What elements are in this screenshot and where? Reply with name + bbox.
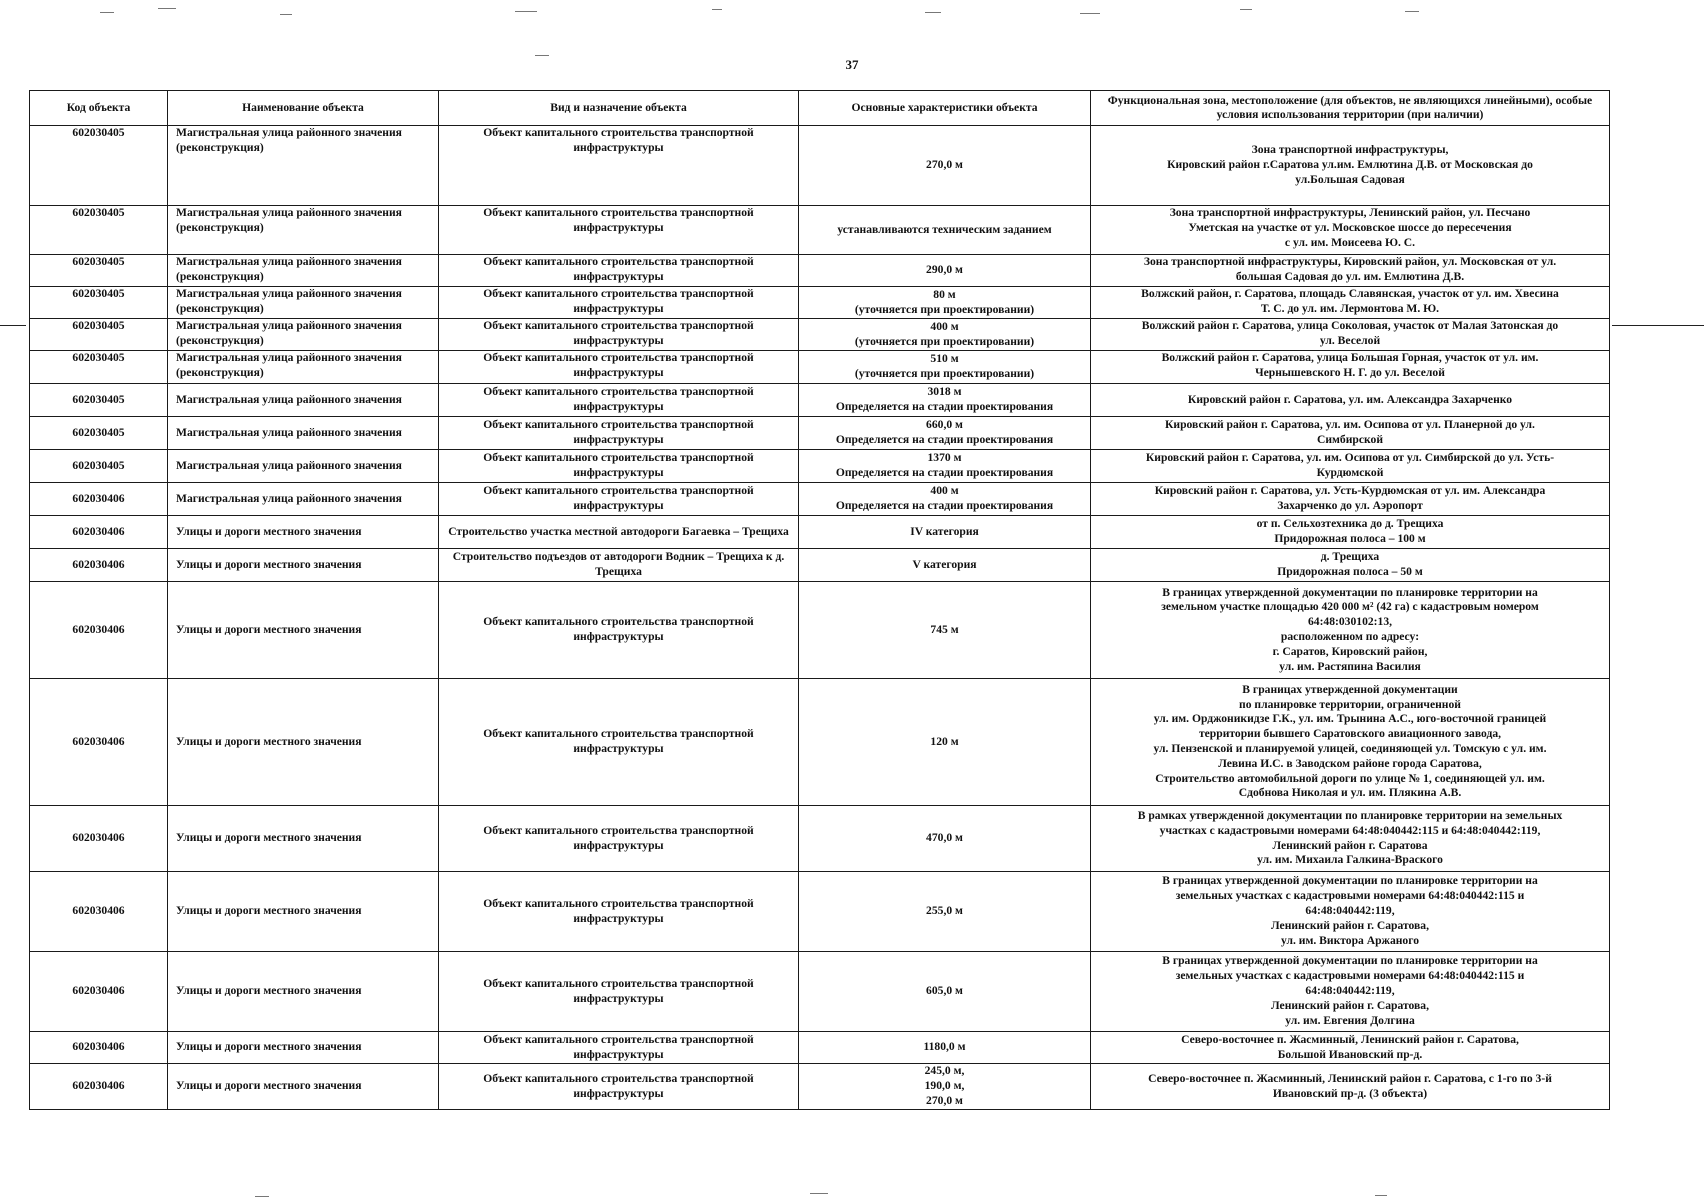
characteristics-line: 400 м xyxy=(930,484,959,498)
zone-line: д. Трещиха xyxy=(1320,550,1380,564)
object-code-cell: 602030406 xyxy=(30,952,168,1032)
object-characteristics-cell xyxy=(799,1064,1091,1110)
object-name-cell: Улицы и дороги местного значения xyxy=(168,549,439,582)
zone-line: Ивановский пр-д. (3 объекта) xyxy=(1272,1086,1428,1100)
zone-line: Кировский район г. Саратова, ул. им. Осипова от ул. Симбирской до ул. Усть- xyxy=(1145,451,1555,465)
object-zone-cell xyxy=(1091,516,1610,549)
zone-line: В границах утвержденной документации по планировке территории на xyxy=(1162,874,1538,888)
zone-line: Кировский район г. Саратова, ул. Усть-Курдюмская от ул. им. Александра xyxy=(1154,484,1546,498)
characteristics-line: 270,0 м xyxy=(926,158,963,172)
zone-line: Т. С. до ул. им. Лермонтова М. Ю. xyxy=(1260,301,1440,315)
object-kind-cell: Объект капитального строительства транспортной инфраструктуры xyxy=(439,126,799,206)
object-kind-cell: Объект капитального строительства транспортной инфраструктуры xyxy=(439,952,799,1032)
header-kind: Вид и назначение объекта xyxy=(439,91,799,126)
object-kind-cell: Объект капитального строительства транспортной инфраструктуры xyxy=(439,206,799,255)
characteristics-line: 3018 м xyxy=(927,385,962,399)
zone-line: 64:48:030102:13, xyxy=(1307,615,1393,629)
object-characteristics-cell xyxy=(799,1032,1091,1064)
object-name-cell: Улицы и дороги местного значения xyxy=(168,1032,439,1064)
zone-line: большая Садовая до ул. им. Емлютина Д.В. xyxy=(1235,269,1465,283)
object-kind-cell: Объект капитального строительства транспортной инфраструктуры xyxy=(439,582,799,679)
object-code-cell: 602030405 xyxy=(30,384,168,417)
object-kind-cell: Объект капитального строительства транспортной инфраструктуры xyxy=(439,417,799,450)
object-code-cell: 602030406 xyxy=(30,1032,168,1064)
zone-line: Симбирской xyxy=(1316,433,1384,446)
object-characteristics-cell xyxy=(799,549,1091,582)
zone-line: 64:48:040442:119, xyxy=(1305,984,1395,998)
characteristics-line: (уточняется при проектировании) xyxy=(854,367,1035,380)
object-kind-cell: Объект капитального строительства транспортной инфраструктуры xyxy=(439,287,799,319)
characteristics-line: V категория xyxy=(912,557,977,571)
table-row xyxy=(30,952,1610,1032)
object-name-cell: Магистральная улица районного значения (реконструкция) xyxy=(168,319,439,351)
table-row xyxy=(30,126,1610,206)
characteristics-line: Определяется на стадии проектирования xyxy=(835,466,1054,479)
object-zone-cell xyxy=(1091,206,1610,255)
zone-line: Сдобнова Николая и ул. им. Плякина А.В. xyxy=(1238,786,1462,800)
zone-line: ул. им. Растяпина Василия xyxy=(1279,659,1421,673)
zone-line: Придорожная полоса – 100 м xyxy=(1274,532,1426,545)
object-characteristics-cell xyxy=(799,206,1091,255)
table-row xyxy=(30,206,1610,255)
table-body xyxy=(30,126,1610,1110)
zone-line: ул. Веселой xyxy=(1319,333,1381,347)
table-row xyxy=(30,872,1610,952)
table-header-row xyxy=(30,91,1610,126)
object-code-cell: 602030406 xyxy=(30,483,168,516)
object-characteristics-cell xyxy=(799,952,1091,1032)
objects-table xyxy=(29,90,1610,1110)
object-characteristics-cell xyxy=(799,126,1091,206)
object-kind-cell: Объект капитального строительства транспортной инфраструктуры xyxy=(439,1032,799,1064)
zone-line: Волжский район г. Саратова, улица Соколовая, участок от Малая Затонская до xyxy=(1141,319,1559,332)
object-characteristics-cell xyxy=(799,417,1091,450)
zone-line: Волжский район г. Саратова, улица Большая Горная, участок от ул. им. xyxy=(1161,351,1539,364)
object-zone-cell xyxy=(1091,450,1610,483)
object-zone-cell xyxy=(1091,384,1610,417)
object-code-cell: 602030406 xyxy=(30,516,168,549)
zone-line: г. Саратов, Кировский район, xyxy=(1272,644,1428,658)
object-characteristics-cell xyxy=(799,287,1091,319)
object-zone-cell xyxy=(1091,483,1610,516)
zone-line: от п. Сельхозтехника до д. Трещиха xyxy=(1256,517,1444,531)
zone-line: ул.Большая Садовая xyxy=(1295,172,1405,186)
page-number: 37 xyxy=(845,57,859,72)
object-name-cell: Улицы и дороги местного значения xyxy=(168,516,439,549)
object-code-cell: 602030405 xyxy=(30,450,168,483)
zone-line: земельных участках с кадастровыми номерами 64:48:040442:115 и xyxy=(1175,889,1525,903)
object-kind-cell: Объект капитального строительства транспортной инфраструктуры xyxy=(439,319,799,351)
zone-line: земельном участке площадью 420 000 м² (42 га) с кадастровым номером xyxy=(1161,600,1539,614)
characteristics-line: (уточняется при проектировании) xyxy=(854,334,1035,348)
object-code-cell: 602030405 xyxy=(30,287,168,319)
table-row xyxy=(30,516,1610,549)
object-name-cell: Магистральная улица районного значения (реконструкция) xyxy=(168,287,439,319)
object-name-cell: Улицы и дороги местного значения xyxy=(168,806,439,872)
object-characteristics-cell xyxy=(799,384,1091,417)
object-code-cell: 602030405 xyxy=(30,255,168,287)
object-zone-cell xyxy=(1091,582,1610,679)
characteristics-line: 1180,0 м xyxy=(923,1040,966,1054)
characteristics-line: 605,0 м xyxy=(926,984,963,998)
zone-line: Строительство автомобильной дороги по улице № 1, соединяющей ул. им. xyxy=(1155,771,1545,785)
characteristics-line: IV категория xyxy=(910,524,979,538)
characteristics-line: Определяется на стадии проектирования xyxy=(835,400,1054,413)
characteristics-line: Определяется на стадии проектирования xyxy=(835,433,1054,446)
object-name-cell: Улицы и дороги местного значения xyxy=(168,582,439,679)
characteristics-line: 120 м xyxy=(930,734,959,748)
object-kind-cell: Объект капитального строительства транспортной инфраструктуры xyxy=(439,679,799,806)
zone-line: Ленинский район г. Саратова, xyxy=(1270,998,1429,1012)
object-characteristics-cell xyxy=(799,255,1091,287)
header-characteristics: Основные характеристики объекта xyxy=(799,91,1091,126)
zone-line: В границах утвержденной документации по планировке территории на xyxy=(1162,954,1538,968)
object-kind-cell: Объект капитального строительства транспортной инфраструктуры xyxy=(439,872,799,952)
zone-line: Захарченко до ул. Аэропорт xyxy=(1277,499,1423,512)
zone-line: В границах утвержденной документации по планировке территории на xyxy=(1162,585,1538,599)
object-characteristics-cell xyxy=(799,582,1091,679)
object-code-cell: 602030406 xyxy=(30,549,168,582)
header-name: Наименование объекта xyxy=(168,91,439,126)
zone-line: ул. им. Михаила Галкина-Враского xyxy=(1257,853,1443,867)
zone-line: Кировский район г. Саратова, ул. им. Осипова от ул. Планерной до ул. xyxy=(1165,418,1535,432)
zone-line: В рамках утвержденной документации по планировке территории на земельных xyxy=(1137,808,1563,822)
object-name-cell: Магистральная улица районного значения xyxy=(168,417,439,450)
characteristics-line: 1370 м xyxy=(927,451,962,465)
object-characteristics-cell xyxy=(799,483,1091,516)
table-row xyxy=(30,417,1610,450)
table-row xyxy=(30,351,1610,384)
object-kind-cell: Объект капитального строительства транспортной инфраструктуры xyxy=(439,255,799,287)
table-row xyxy=(30,319,1610,351)
table-row xyxy=(30,483,1610,516)
object-name-cell: Магистральная улица районного значения xyxy=(168,384,439,417)
header-zone: Функциональная зона, местоположение (для объектов, не являющихся линейными), особые условия использования территории (при наличии) xyxy=(1091,91,1610,126)
object-code-cell: 602030405 xyxy=(30,206,168,255)
zone-line: Северо-восточнее п. Жасминный, Ленинский район г. Саратова, с 1-го по 3-й xyxy=(1148,1071,1552,1085)
object-zone-cell xyxy=(1091,351,1610,384)
object-kind-cell: Объект капитального строительства транспортной инфраструктуры xyxy=(439,450,799,483)
characteristics-line: (уточняется при проектировании) xyxy=(854,302,1035,316)
object-code-cell: 602030406 xyxy=(30,679,168,806)
object-name-cell: Улицы и дороги местного значения xyxy=(168,952,439,1032)
zone-line: ул. им. Орджоникидзе Г.К., ул. им. Трынина А.С., юго-восточной границей xyxy=(1153,712,1547,726)
zone-line: ул. им. Евгения Долгина xyxy=(1285,1013,1415,1027)
object-zone-cell xyxy=(1091,319,1610,351)
characteristics-line: 400 м xyxy=(930,319,959,333)
zone-line: Ленинский район г. Саратова, xyxy=(1270,918,1429,932)
characteristics-line: 80 м xyxy=(933,287,956,301)
object-zone-cell xyxy=(1091,952,1610,1032)
object-zone-cell xyxy=(1091,679,1610,806)
zone-line: Кировский район г. Саратова, ул. им. Александра Захарченко xyxy=(1187,392,1513,406)
object-code-cell: 602030406 xyxy=(30,872,168,952)
zone-line: ул. им. Виктора Аржаного xyxy=(1280,933,1420,947)
characteristics-line: устанавливаются техническим заданием xyxy=(837,222,1052,236)
scan-side-line-right xyxy=(1612,325,1704,326)
zone-line: Придорожная полоса – 50 м xyxy=(1277,565,1423,578)
zone-line: с ул. им. Моисеева Ю. С. xyxy=(1284,235,1416,249)
zone-line: по планировке территории, ограниченной xyxy=(1239,697,1461,711)
table-row xyxy=(30,287,1610,319)
object-name-cell: Магистральная улица районного значения (реконструкция) xyxy=(168,126,439,206)
zone-line: Северо-восточнее п. Жасминный, Ленинский район г. Саратова, xyxy=(1181,1032,1519,1046)
object-zone-cell xyxy=(1091,1032,1610,1064)
object-name-cell: Улицы и дороги местного значения xyxy=(168,1064,439,1110)
object-name-cell: Магистральная улица районного значения (реконструкция) xyxy=(168,206,439,255)
object-kind-cell: Строительство подъездов от автодороги Водник – Трещиха к д. Трещиха xyxy=(439,549,799,582)
table-row xyxy=(30,1032,1610,1064)
object-name-cell: Улицы и дороги местного значения xyxy=(168,872,439,952)
table-row xyxy=(30,582,1610,679)
zone-line: Кировский район г.Саратова ул.им. Емлютина Д.В. от Московская до xyxy=(1167,158,1533,172)
object-zone-cell xyxy=(1091,549,1610,582)
characteristics-line: 190,0 м, xyxy=(924,1079,965,1093)
object-kind-cell: Строительство участка местной автодороги Багаевка – Трещиха xyxy=(439,516,799,549)
object-name-cell: Магистральная улица районного значения xyxy=(168,450,439,483)
characteristics-line: 245,0 м, xyxy=(924,1064,965,1078)
table-row xyxy=(30,679,1610,806)
object-zone-cell xyxy=(1091,417,1610,450)
zone-line: ул. Пензенской и планируемой улицей, соединяющей ул. Томскую с ул. им. xyxy=(1153,742,1547,755)
zone-line: Чернышевского Н. Г. до ул. Веселой xyxy=(1255,365,1445,379)
object-zone-cell xyxy=(1091,806,1610,872)
zone-line: территории бывшего Саратовского авиационного завода, xyxy=(1198,727,1502,741)
object-kind-cell: Объект капитального строительства транспортной инфраструктуры xyxy=(439,351,799,384)
object-zone-cell xyxy=(1091,255,1610,287)
table-row xyxy=(30,806,1610,872)
object-characteristics-cell xyxy=(799,806,1091,872)
zone-line: Ленинский район г. Саратова xyxy=(1272,838,1428,852)
object-zone-cell xyxy=(1091,287,1610,319)
zone-line: Большой Ивановский пр-д. xyxy=(1277,1047,1423,1061)
characteristics-line: 510 м xyxy=(930,352,959,366)
object-code-cell: 602030406 xyxy=(30,806,168,872)
zone-line: Зона транспортной инфраструктуры, Кировский район, ул. Московская от ул. xyxy=(1143,255,1557,268)
characteristics-line: Определяется на стадии проектирования xyxy=(835,499,1054,512)
table-row xyxy=(30,450,1610,483)
zone-line: земельных участках с кадастровыми номерами 64:48:040442:115 и xyxy=(1175,969,1525,983)
zone-line: Зона транспортной инфраструктуры, xyxy=(1251,143,1449,157)
table-row xyxy=(30,549,1610,582)
object-name-cell: Магистральная улица районного значения (реконструкция) xyxy=(168,351,439,384)
object-code-cell: 602030405 xyxy=(30,319,168,351)
object-zone-cell xyxy=(1091,126,1610,206)
object-characteristics-cell xyxy=(799,319,1091,351)
object-kind-cell: Объект капитального строительства транспортной инфраструктуры xyxy=(439,1064,799,1110)
zone-line: Левина И.С. в Заводском районе города Саратова, xyxy=(1218,756,1482,770)
object-code-cell: 602030405 xyxy=(30,417,168,450)
object-code-cell: 602030406 xyxy=(30,1064,168,1110)
zone-line: Волжский район, г. Саратова, площадь Славянская, участок от ул. им. Хвесина xyxy=(1141,287,1559,300)
object-zone-cell xyxy=(1091,872,1610,952)
object-characteristics-cell xyxy=(799,679,1091,806)
zone-line: Зона транспортной инфраструктуры, Ленинский район, ул. Песчано xyxy=(1169,206,1531,219)
object-characteristics-cell xyxy=(799,872,1091,952)
object-code-cell: 602030405 xyxy=(30,351,168,384)
object-name-cell: Улицы и дороги местного значения xyxy=(168,679,439,806)
object-code-cell: 602030405 xyxy=(30,126,168,206)
object-characteristics-cell xyxy=(799,516,1091,549)
object-characteristics-cell xyxy=(799,351,1091,384)
object-kind-cell: Объект капитального строительства транспортной инфраструктуры xyxy=(439,483,799,516)
zone-line: В границах утвержденной документации xyxy=(1242,682,1458,696)
characteristics-line: 270,0 м xyxy=(926,1093,963,1107)
characteristics-line: 745 м xyxy=(930,622,959,636)
zone-line: Курдюмской xyxy=(1316,466,1384,479)
characteristics-line: 290,0 м xyxy=(926,263,963,277)
zone-line: 64:48:040442:119, xyxy=(1305,904,1395,918)
table-row xyxy=(30,1064,1610,1110)
object-name-cell: Магистральная улица районного значения (реконструкция) xyxy=(168,255,439,287)
characteristics-line: 660,0 м xyxy=(926,418,963,432)
table-row xyxy=(30,384,1610,417)
zone-line: расположенном по адресу: xyxy=(1280,630,1420,643)
object-kind-cell: Объект капитального строительства транспортной инфраструктуры xyxy=(439,806,799,872)
object-name-cell: Магистральная улица районного значения xyxy=(168,483,439,516)
object-code-cell: 602030406 xyxy=(30,582,168,679)
table-row xyxy=(30,255,1610,287)
zone-line: Уметская на участке от ул. Московское шоссе до пересечения xyxy=(1188,220,1512,234)
zone-line: участках с кадастровыми номерами 64:48:040442:115 и 64:48:040442:119, xyxy=(1159,823,1541,837)
characteristics-line: 470,0 м xyxy=(926,831,963,845)
object-kind-cell: Объект капитального строительства транспортной инфраструктуры xyxy=(439,384,799,417)
object-zone-cell xyxy=(1091,1064,1610,1110)
characteristics-line: 255,0 м xyxy=(926,904,963,918)
scan-side-line-left xyxy=(0,325,26,326)
header-code: Код объекта xyxy=(30,91,168,126)
object-characteristics-cell xyxy=(799,450,1091,483)
